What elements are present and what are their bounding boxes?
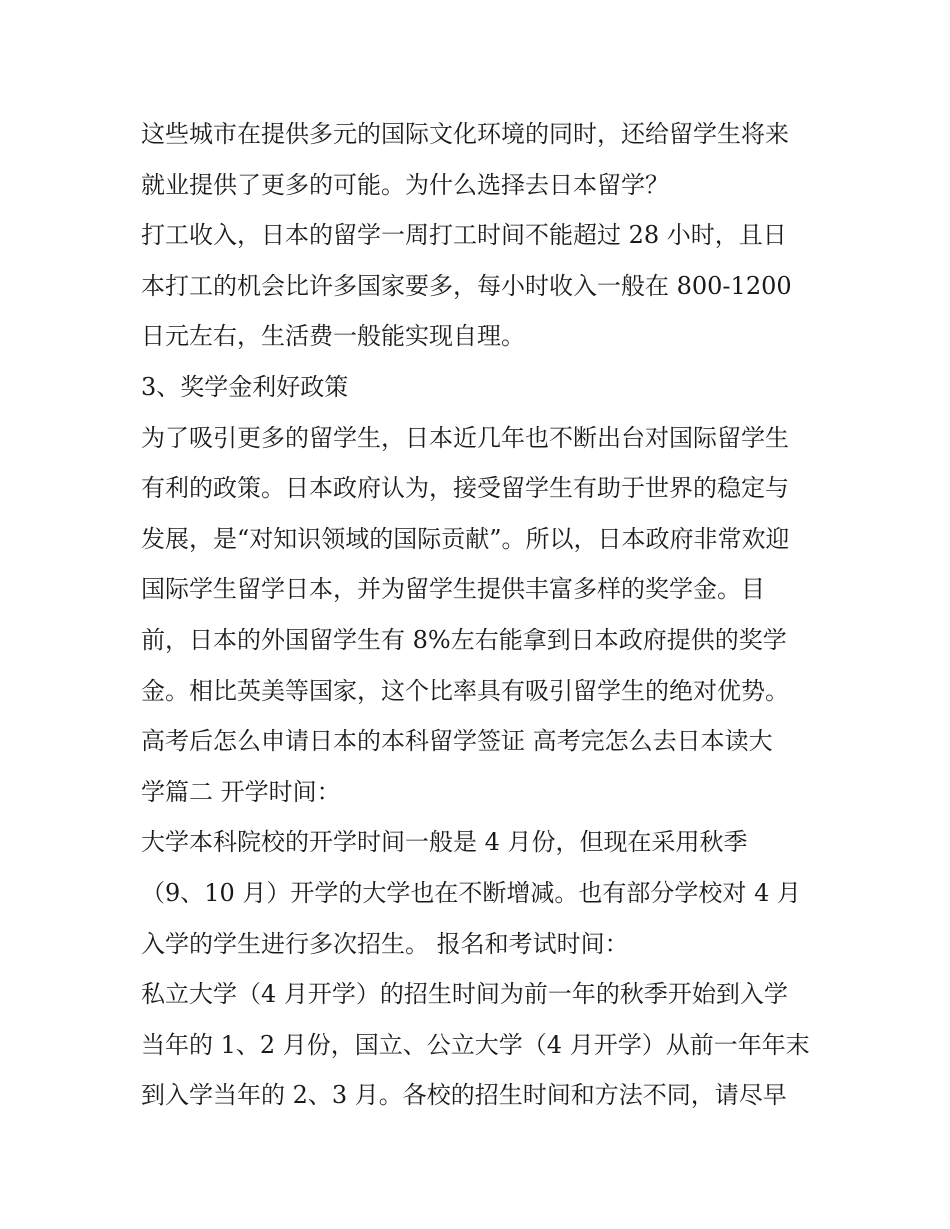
text-line: 高考后怎么申请日本的本科留学签证 高考完怎么去日本读大 bbox=[141, 727, 773, 756]
text-line: 有利的政策。日本政府认为，接受留学生有助于世界的稳定与 bbox=[141, 474, 789, 503]
text-line: 私立大学（4 月开学）的招生时间为前一年的秋季开始到入学 bbox=[141, 980, 788, 1009]
text-line: 前，日本的外国留学生有 8%左右能拿到日本政府提供的奖学 bbox=[141, 625, 787, 654]
text-line: 这些城市在提供多元的国际文化环境的同时，还给留学生将来 bbox=[141, 120, 789, 148]
text-line: 就业提供了更多的可能。为什么选择去日本留学？ bbox=[141, 170, 669, 199]
text-line: 当年的 1、2 月份，国立、公立大学（4 月开学）从前一年年末 bbox=[141, 1030, 810, 1059]
text-line: 入学的学生进行多次招生。 报名和考试时间： bbox=[141, 929, 629, 958]
text-line: （9、10 月）开学的大学也在不断增减。也有部分学校对 4 月 bbox=[141, 878, 801, 907]
section-heading: 3、奖学金利好政策 bbox=[141, 372, 349, 401]
text-line: 日元左右，生活费一般能实现自理。 bbox=[141, 322, 525, 351]
text-line: 大学本科院校的开学时间一般是 4 月份，但现在采用秋季 bbox=[141, 828, 748, 857]
body-text bbox=[141, 109, 821, 1121]
text-line: 为了吸引更多的留学生，日本近几年也不断出台对国际留学生 bbox=[141, 423, 789, 452]
text-line: 金。相比英美等国家，这个比率具有吸引留学生的绝对优势。 bbox=[141, 676, 789, 705]
text-line: 学篇二 开学时间： bbox=[141, 777, 341, 806]
text-line: 打工收入，日本的留学一周打工时间不能超过 28 小时，且日 bbox=[141, 221, 787, 250]
text-line: 到入学当年的 2、3 月。各校的招生时间和方法不同，请尽早 bbox=[141, 1081, 787, 1110]
text-line: 发展，是“对知识领域的国际贡献”。所以，日本政府非常欢迎 bbox=[141, 524, 790, 553]
text-line: 国际学生留学日本，并为留学生提供丰富多样的奖学金。目 bbox=[141, 575, 765, 604]
text-line: 本打工的机会比许多国家要多，每小时收入一般在 800-1200 bbox=[141, 271, 792, 300]
